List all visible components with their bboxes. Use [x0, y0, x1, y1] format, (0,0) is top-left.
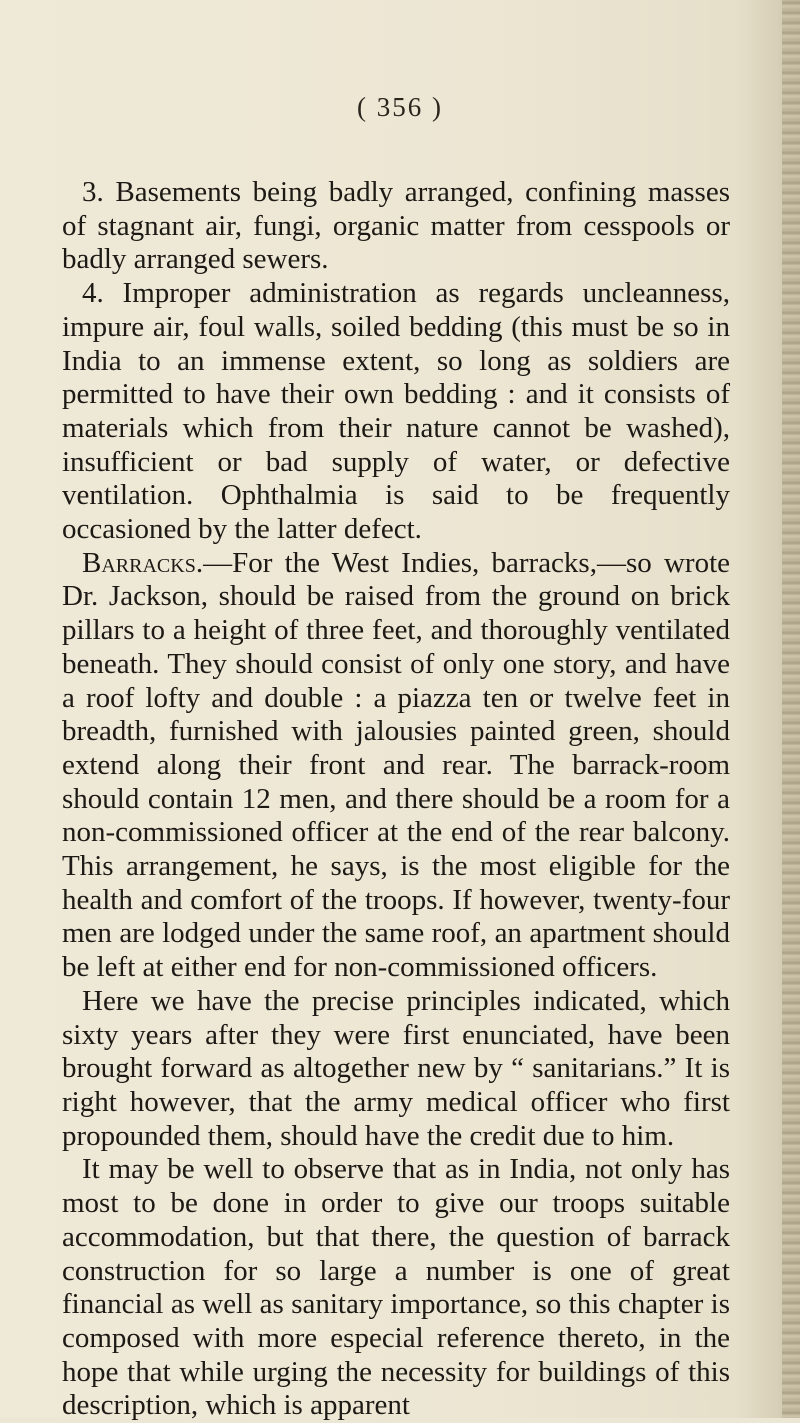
- paragraph-text: Here we have the precise principles indicated, which sixty years after they were first enunciated, have been brought forward as altogether new by “ sanitarians.” It is right however, that the army medical officer who first propounded them, should have the credit due to him.: [62, 984, 730, 1152]
- paragraph-text: It may be well to observe that as in India, not only has most to be done in order to give our troops suitable accommodation, but that there, the question of barrack construction for so large a number is one of great financial as well as sanitary importance, so this chapter is composed with more especial reference thereto, in the hope that while urging the necessity for buildings of this description, which is apparent: [62, 1153, 730, 1422]
- page-edge: [782, 0, 800, 1418]
- paragraph-text: 3. Basements being badly arranged, confining masses of stagnant air, fungi, organic matter from cesspools or badly arranged sewers.: [62, 176, 730, 276]
- paragraph-basements: [62, 176, 730, 277]
- paragraph-text: 4. Improper administration as regards uncleanness, impure air, foul walls, soiled bedding (this must be so in India to an immense extent, so long as soldiers are permitted to have their own bedding : and it consists of materials which from their nature cannot be washed), insufficient or bad supply of water, or defective ventilation. Ophthalmia is said to be frequently occasioned by the latter defect.: [62, 277, 730, 546]
- paragraph-lead: Barracks.: [82, 546, 204, 579]
- paragraph-administration: [62, 277, 730, 547]
- paragraph-principles: [62, 985, 730, 1154]
- paragraph-india: [62, 1153, 730, 1423]
- page-number: ( 356 ): [357, 92, 443, 122]
- paragraph-barracks: [62, 547, 730, 985]
- paragraph-text: —For the West Indies, barracks,—so wrote Dr. Jackson, should be raised from the ground on brick pillars to a height of three feet, and thoroughly ventilated beneath. They should consist of only one story, and have a roof lofty and double : a piazza ten or twelve feet in breadth, furnished with jalousies painted green, should extend along their front and rear. The barrack-room should contain 12 men, and there should be a room for a non-commissioned officer at the end of the rear balcony. This arrangement, he says, is the most eligible for the health and comfort of the troops. If however, twenty-four men are lodged under the same roof, an apartment should be left at either end for non-commissioned officers.: [62, 546, 730, 984]
- body-text: [62, 176, 730, 1423]
